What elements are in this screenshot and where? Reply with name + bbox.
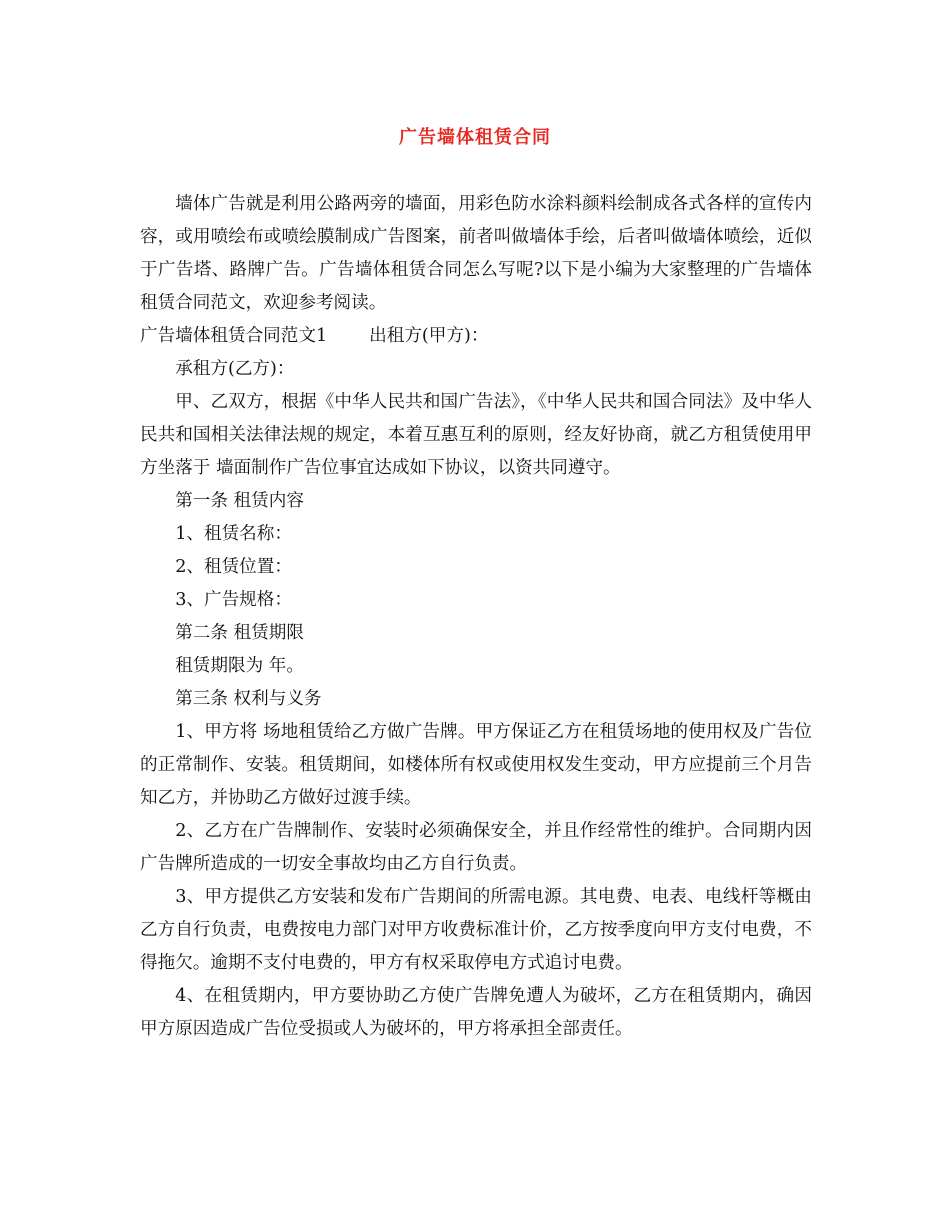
article-1-item-2: 2、租赁位置：: [175, 557, 292, 577]
preamble-paragraph: 甲、乙双方，根据《中华人民共和国广告法》，《中华人民共和国合同法》及中华人民共和国相关法律法规的规定，本着互惠互利的原则，经友好协商，就乙方租赁使用甲方坐落于 墙面制作广告位事宜达成如下协议，以资共同遵守。: [140, 392, 812, 478]
sample-heading: 广告墙体租赁合同范文1: [140, 326, 328, 346]
lessee-label: 承租方(乙方)：: [175, 359, 295, 379]
article-1-item-3: 3、广告规格：: [175, 590, 292, 610]
lessor-label: 出租方(甲方)：: [369, 326, 489, 346]
document-body: [140, 188, 812, 1046]
intro-paragraph: 墙体广告就是利用公路两旁的墙面，用彩色防水涂料颜料绘制成各式各样的宣传内容，或用喷绘布或喷绘膜制成广告图案，前者叫做墙体手绘，后者叫做墙体喷绘，近似于广告塔、路牌广告。广告墙体租赁合同怎么写呢?以下是小编为大家整理的广告墙体租赁合同范文，欢迎参考阅读。: [140, 194, 812, 313]
article-3-item-1: 1、甲方将 场地租赁给乙方做广告牌。甲方保证乙方在租赁场地的使用权及广告位的正常制作、安装。租赁期间，如楼体所有权或使用权发生变动，甲方应提前三个月告知乙方，并协助乙方做好过渡手续。: [140, 722, 812, 808]
article-3-title: 第三条 权利与义务: [175, 689, 322, 709]
article-3-item-4: 4、在租赁期内，甲方要协助乙方使广告牌免遭人为破坏，乙方在租赁期内，确因甲方原因造成广告位受损或人为破坏的，甲方将承担全部责任。: [140, 986, 812, 1039]
document-title: 广告墙体租赁合同: [399, 127, 551, 148]
article-3-item-3: 3、甲方提供乙方安装和发布广告期间的所需电源。其电费、电表、电线杆等概由乙方自行负责，电费按电力部门对甲方收费标准计价，乙方按季度向甲方支付电费，不得拖欠。逾期不支付电费的，甲方有权采取停电方式追讨电费。: [140, 887, 812, 973]
article-3-item-2: 2、乙方在广告牌制作、安装时必须确保安全，并且作经常性的维护。合同期内因广告牌所造成的一切安全事故均由乙方自行负责。: [140, 821, 812, 874]
article-1-item-1: 1、租赁名称：: [175, 524, 292, 544]
article-2-text: 租赁期限为 年。: [175, 656, 304, 676]
article-1-title: 第一条 租赁内容: [175, 491, 304, 511]
article-2-title: 第二条 租赁期限: [175, 623, 304, 643]
sample-heading-line: [140, 320, 812, 353]
